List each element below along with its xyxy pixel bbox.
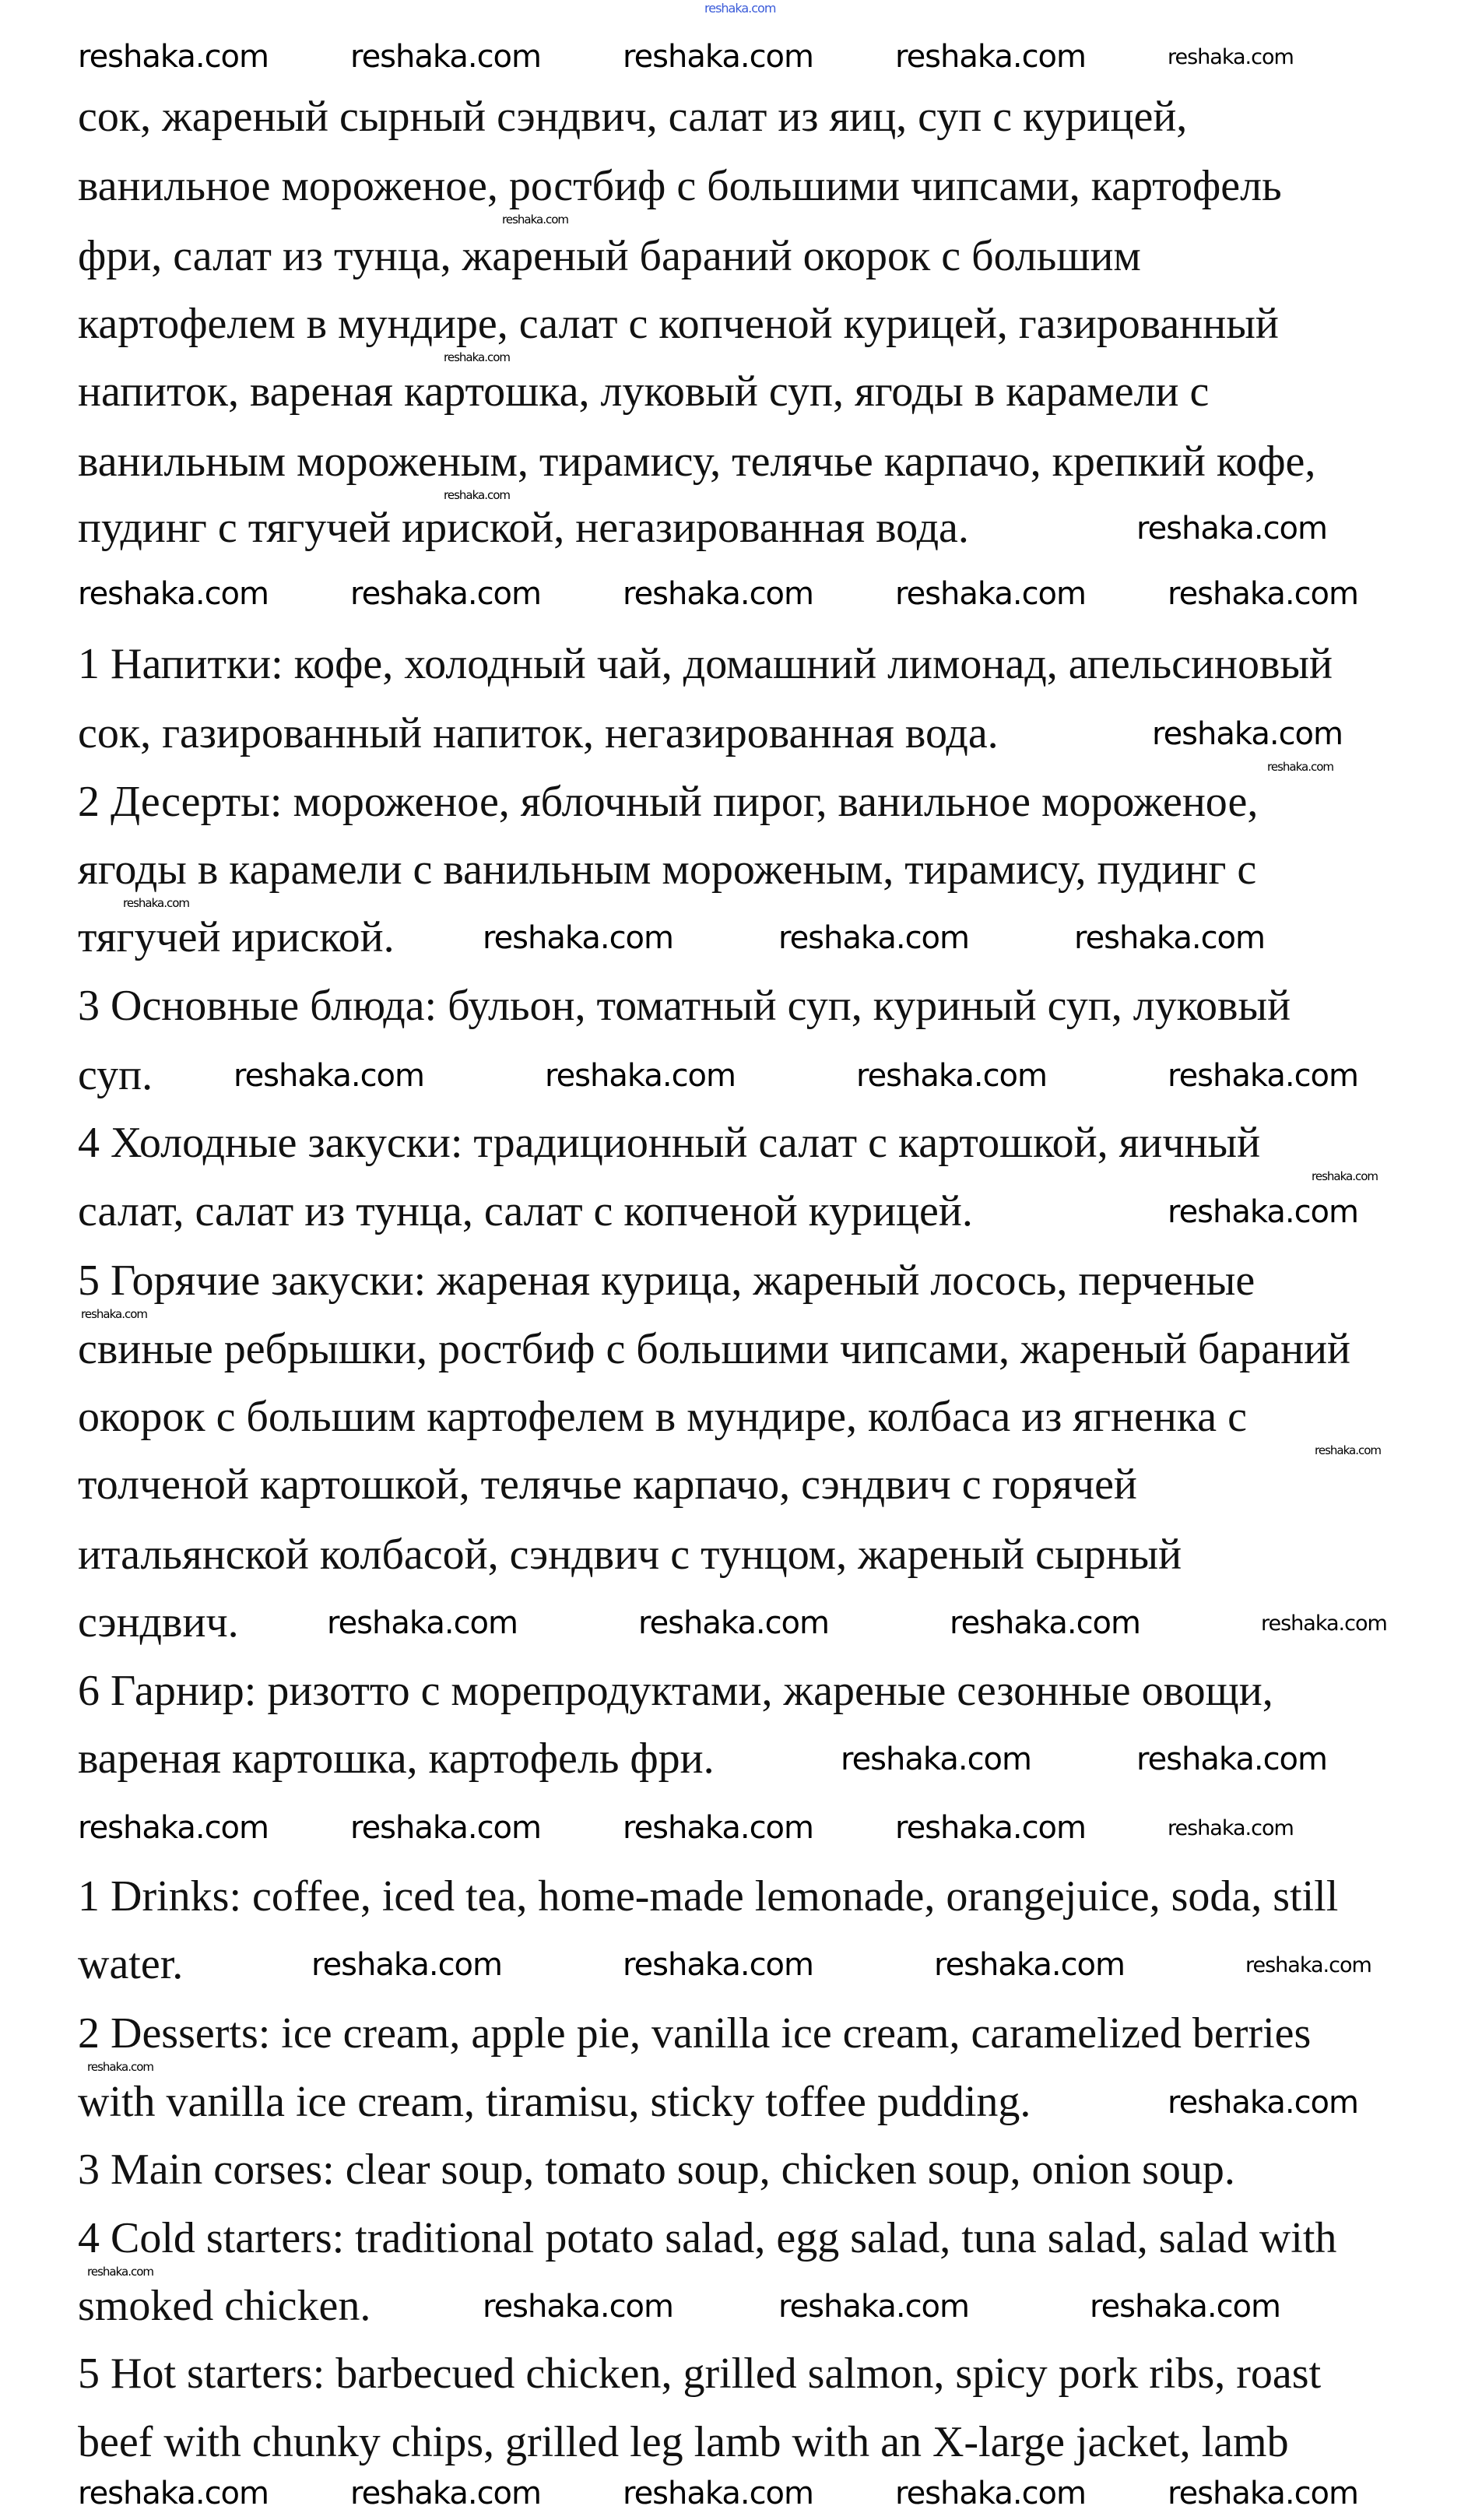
text-line: сэндвич. xyxy=(78,1598,239,1647)
text-line: итальянской колбасой, сэндвич с тунцом, жареный сырный xyxy=(78,1531,1182,1579)
watermark: reshaka.com xyxy=(234,1058,424,1094)
text-line: суп. xyxy=(78,1051,153,1099)
text-line: ванильное мороженое, ростбиф с большими чипсами, картофель xyxy=(78,162,1282,210)
text-line: beef with chunky chips, grilled leg lamb with an X-large jacket, lamb xyxy=(78,2418,1289,2466)
text-line: фри, салат из тунца, жареный бараний окорок с большим xyxy=(78,232,1141,280)
watermark: reshaka.com xyxy=(1168,45,1294,69)
watermark: reshaka.com xyxy=(1261,1611,1387,1636)
watermark: reshaka.com xyxy=(1168,1058,1358,1094)
watermark: reshaka.com xyxy=(311,1947,502,1983)
watermark: reshaka.com xyxy=(895,2476,1086,2511)
watermark: reshaka.com xyxy=(1136,1742,1327,1777)
text-line: сок, жареный сырный сэндвич, салат из яиц, суп с курицей, xyxy=(78,93,1188,141)
watermark: reshaka.com xyxy=(623,1947,813,1983)
watermark: reshaka.com xyxy=(778,2289,969,2325)
watermark: reshaka.com xyxy=(1315,1443,1381,1457)
text-line: 6 Гарнир: ризотто с морепродуктами, жареные сезонные овощи, xyxy=(78,1667,1273,1715)
watermark: reshaka.com xyxy=(1152,716,1343,752)
text-line: 4 Cold starters: traditional potato salad, egg salad, tuna salad, salad with xyxy=(78,2214,1337,2262)
text-line: 5 Горячие закуски: жареная курица, жареный лосось, перченые xyxy=(78,1256,1256,1305)
watermark: reshaka.com xyxy=(778,920,969,956)
watermark: reshaka.com xyxy=(78,39,269,75)
watermark: reshaka.com xyxy=(78,2476,269,2511)
watermark: reshaka.com xyxy=(350,39,541,75)
text-line: окорок с большим картофелем в мундире, колбаса из ягненка с xyxy=(78,1393,1247,1441)
watermark: reshaka.com xyxy=(1168,2085,1358,2121)
watermark: reshaka.com xyxy=(1168,576,1358,612)
text-line: 5 Hot starters: barbecued chicken, grilled salmon, spicy pork ribs, roast xyxy=(78,2350,1322,2398)
watermark: reshaka.com xyxy=(78,576,269,612)
watermark: reshaka.com xyxy=(545,1058,736,1094)
watermark: reshaka.com xyxy=(623,2476,813,2511)
text-line: 4 Холодные закуски: традиционный салат с картошкой, яичный xyxy=(78,1119,1261,1167)
watermark: reshaka.com xyxy=(623,1810,813,1846)
watermark: reshaka.com xyxy=(483,920,673,956)
text-line: напиток, вареная картошка, луковый суп, ягоды в карамели с xyxy=(78,367,1210,416)
text-line: 2 Десерты: мороженое, яблочный пирог, ванильное мороженое, xyxy=(78,778,1259,826)
watermark: reshaka.com xyxy=(1136,511,1327,547)
watermark: reshaka.com xyxy=(841,1742,1031,1777)
watermark: reshaka.com xyxy=(87,2265,153,2279)
watermark: reshaka.com xyxy=(856,1058,1047,1094)
text-line: свиные ребрышки, ростбиф с большими чипсами, жареный бараний xyxy=(78,1325,1351,1373)
text-line: water. xyxy=(78,1940,184,1988)
text-line: smoked chicken. xyxy=(78,2282,371,2330)
text-line: ягоды в карамели с ванильным мороженым, тирамису, пудинг с xyxy=(78,845,1257,894)
watermark: reshaka.com xyxy=(78,1810,269,1846)
watermark: reshaka.com xyxy=(1168,1194,1358,1230)
watermark: reshaka.com xyxy=(950,1605,1140,1641)
text-line: картофелем в мундире, салат с копченой курицей, газированный xyxy=(78,300,1279,348)
watermark: reshaka.com xyxy=(623,576,813,612)
watermark: reshaka.com xyxy=(327,1605,518,1641)
watermark: reshaka.com xyxy=(1168,1816,1294,1840)
text-line: салат, салат из тунца, салат с копченой курицей. xyxy=(78,1187,973,1235)
watermark: reshaka.com xyxy=(1168,2476,1358,2511)
text-line: 1 Drinks: coffee, iced tea, home-made lemonade, orangejuice, soda, still xyxy=(78,1872,1339,1921)
watermark: reshaka.com xyxy=(623,39,813,75)
watermark: reshaka.com xyxy=(444,488,510,502)
watermark: reshaka.com xyxy=(350,2476,541,2511)
text-line: ванильным мороженым, тирамису, телячье карпачо, крепкий кофе, xyxy=(78,438,1316,486)
text-line: 3 Основные блюда: бульон, томатный суп, куриный суп, луковый xyxy=(78,982,1291,1030)
watermark: reshaka.com xyxy=(502,213,568,227)
text-line: with vanilla ice cream, tiramisu, sticky toffee pudding. xyxy=(78,2078,1031,2126)
text-line: сок, газированный напиток, негазированная вода. xyxy=(78,709,999,757)
watermark: reshaka.com xyxy=(350,576,541,612)
text-line: тягучей ириской. xyxy=(78,913,395,961)
watermark: reshaka.com xyxy=(1074,920,1265,956)
text-line: толченой картошкой, телячье карпачо, сэндвич с горячей xyxy=(78,1460,1137,1509)
watermark: reshaka.com xyxy=(895,576,1086,612)
watermark: reshaka.com xyxy=(444,350,510,364)
watermark: reshaka.com xyxy=(350,1810,541,1846)
text-line: 3 Main corses: clear soup, tomato soup, chicken soup, onion soup. xyxy=(78,2146,1235,2194)
text-line: пудинг с тягучей ириской, негазированная вода. xyxy=(78,504,969,552)
watermark: reshaka.com xyxy=(87,2060,153,2074)
watermark: reshaka.com xyxy=(1267,760,1333,774)
watermark: reshaka.com xyxy=(1312,1169,1378,1183)
watermark: reshaka.com xyxy=(638,1605,829,1641)
watermark: reshaka.com xyxy=(123,896,189,910)
text-line: 2 Desserts: ice cream, apple pie, vanilla ice cream, caramelized berries xyxy=(78,2009,1312,2058)
text-line: 1 Напитки: кофе, холодный чай, домашний лимонад, апельсиновый xyxy=(78,640,1333,688)
watermark: reshaka.com xyxy=(483,2289,673,2325)
text-line: вареная картошка, картофель фри. xyxy=(78,1734,715,1783)
watermark: reshaka.com xyxy=(81,1307,147,1321)
watermark: reshaka.com xyxy=(1245,1953,1371,1977)
watermark-header: reshaka.com xyxy=(704,1,776,16)
watermark: reshaka.com xyxy=(1090,2289,1280,2325)
watermark: reshaka.com xyxy=(934,1947,1125,1983)
watermark: reshaka.com xyxy=(895,1810,1086,1846)
watermark: reshaka.com xyxy=(895,39,1086,75)
